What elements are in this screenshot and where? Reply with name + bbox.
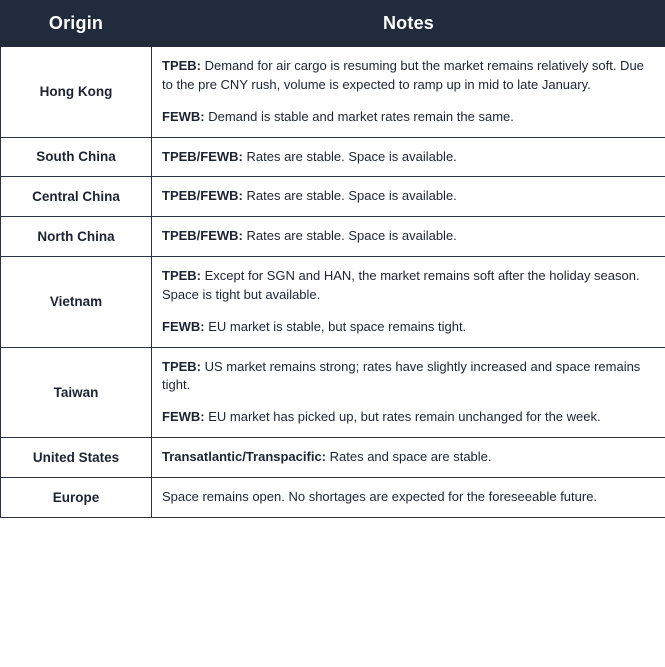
notes-cell bbox=[152, 438, 665, 478]
table-row bbox=[1, 438, 665, 478]
origin-cell: Europe bbox=[1, 477, 152, 517]
origin-cell: South China bbox=[1, 137, 152, 177]
column-header-origin: Origin bbox=[1, 1, 152, 47]
table-row bbox=[1, 347, 665, 438]
note-text: Except for SGN and HAN, the market remains soft after the holiday season. Space is tight but available. bbox=[162, 268, 640, 302]
notes-cell bbox=[152, 47, 665, 138]
note-paragraph bbox=[162, 408, 653, 427]
note-text: Demand is stable and market rates remain the same. bbox=[204, 108, 514, 124]
note-label: TPEB/FEWB: bbox=[162, 188, 243, 204]
note-text: Rates and space are stable. bbox=[326, 449, 492, 465]
note-text: Rates are stable. Space is available. bbox=[242, 148, 457, 164]
table-row bbox=[1, 477, 665, 517]
notes-cell bbox=[152, 137, 665, 177]
note-text: EU market is stable, but space remains tight. bbox=[204, 318, 467, 334]
origin-cell: North China bbox=[1, 217, 152, 257]
table-row bbox=[1, 47, 665, 138]
note-label: FEWB: bbox=[162, 409, 205, 425]
note-paragraph bbox=[162, 358, 653, 396]
notes-cell bbox=[152, 347, 665, 438]
origin-cell: Vietnam bbox=[1, 257, 152, 348]
note-text: Rates are stable. Space is available. bbox=[242, 188, 457, 204]
notes-cell bbox=[152, 217, 665, 257]
note-text: EU market has picked up, but rates remain unchanged for the week. bbox=[204, 409, 601, 425]
note-paragraph bbox=[162, 148, 653, 167]
note-paragraph bbox=[162, 187, 653, 206]
note-paragraph bbox=[162, 318, 653, 337]
note-text: Rates are stable. Space is available. bbox=[242, 228, 457, 244]
note-label: TPEB: bbox=[162, 358, 201, 374]
table-row bbox=[1, 177, 665, 217]
origin-cell: United States bbox=[1, 438, 152, 478]
table-header-row bbox=[1, 1, 665, 47]
note-label: FEWB: bbox=[162, 318, 205, 334]
notes-cell bbox=[152, 257, 665, 348]
note-label: TPEB: bbox=[162, 268, 201, 284]
note-label: TPEB/FEWB: bbox=[162, 228, 243, 244]
notes-cell bbox=[152, 177, 665, 217]
origin-cell: Central China bbox=[1, 177, 152, 217]
note-paragraph bbox=[162, 227, 653, 246]
table-body bbox=[1, 47, 665, 518]
note-paragraph bbox=[162, 57, 653, 95]
origin-cell: Taiwan bbox=[1, 347, 152, 438]
note-label: TPEB/FEWB: bbox=[162, 148, 243, 164]
table-row bbox=[1, 257, 665, 348]
note-paragraph bbox=[162, 108, 653, 127]
note-label: FEWB: bbox=[162, 108, 205, 124]
table-row bbox=[1, 137, 665, 177]
notes-cell bbox=[152, 477, 665, 517]
column-header-notes: Notes bbox=[152, 1, 665, 47]
note-paragraph bbox=[162, 448, 653, 467]
note-text: US market remains strong; rates have slightly increased and space remains tight. bbox=[162, 358, 641, 393]
note-paragraph bbox=[162, 488, 653, 507]
table-row bbox=[1, 217, 665, 257]
note-label: TPEB: bbox=[162, 58, 201, 73]
origin-cell: Hong Kong bbox=[1, 47, 152, 138]
note-label: Transatlantic/Transpacific: bbox=[162, 449, 327, 465]
note-text: Space remains open. No shortages are expected for the foreseeable future. bbox=[162, 488, 598, 504]
note-text: Demand for air cargo is resuming but the market remains relatively soft. Due to the pre CNY rush, volume is expected to ramp up in mid to late January. bbox=[162, 58, 644, 92]
note-paragraph bbox=[162, 267, 653, 305]
table-header bbox=[1, 1, 665, 47]
